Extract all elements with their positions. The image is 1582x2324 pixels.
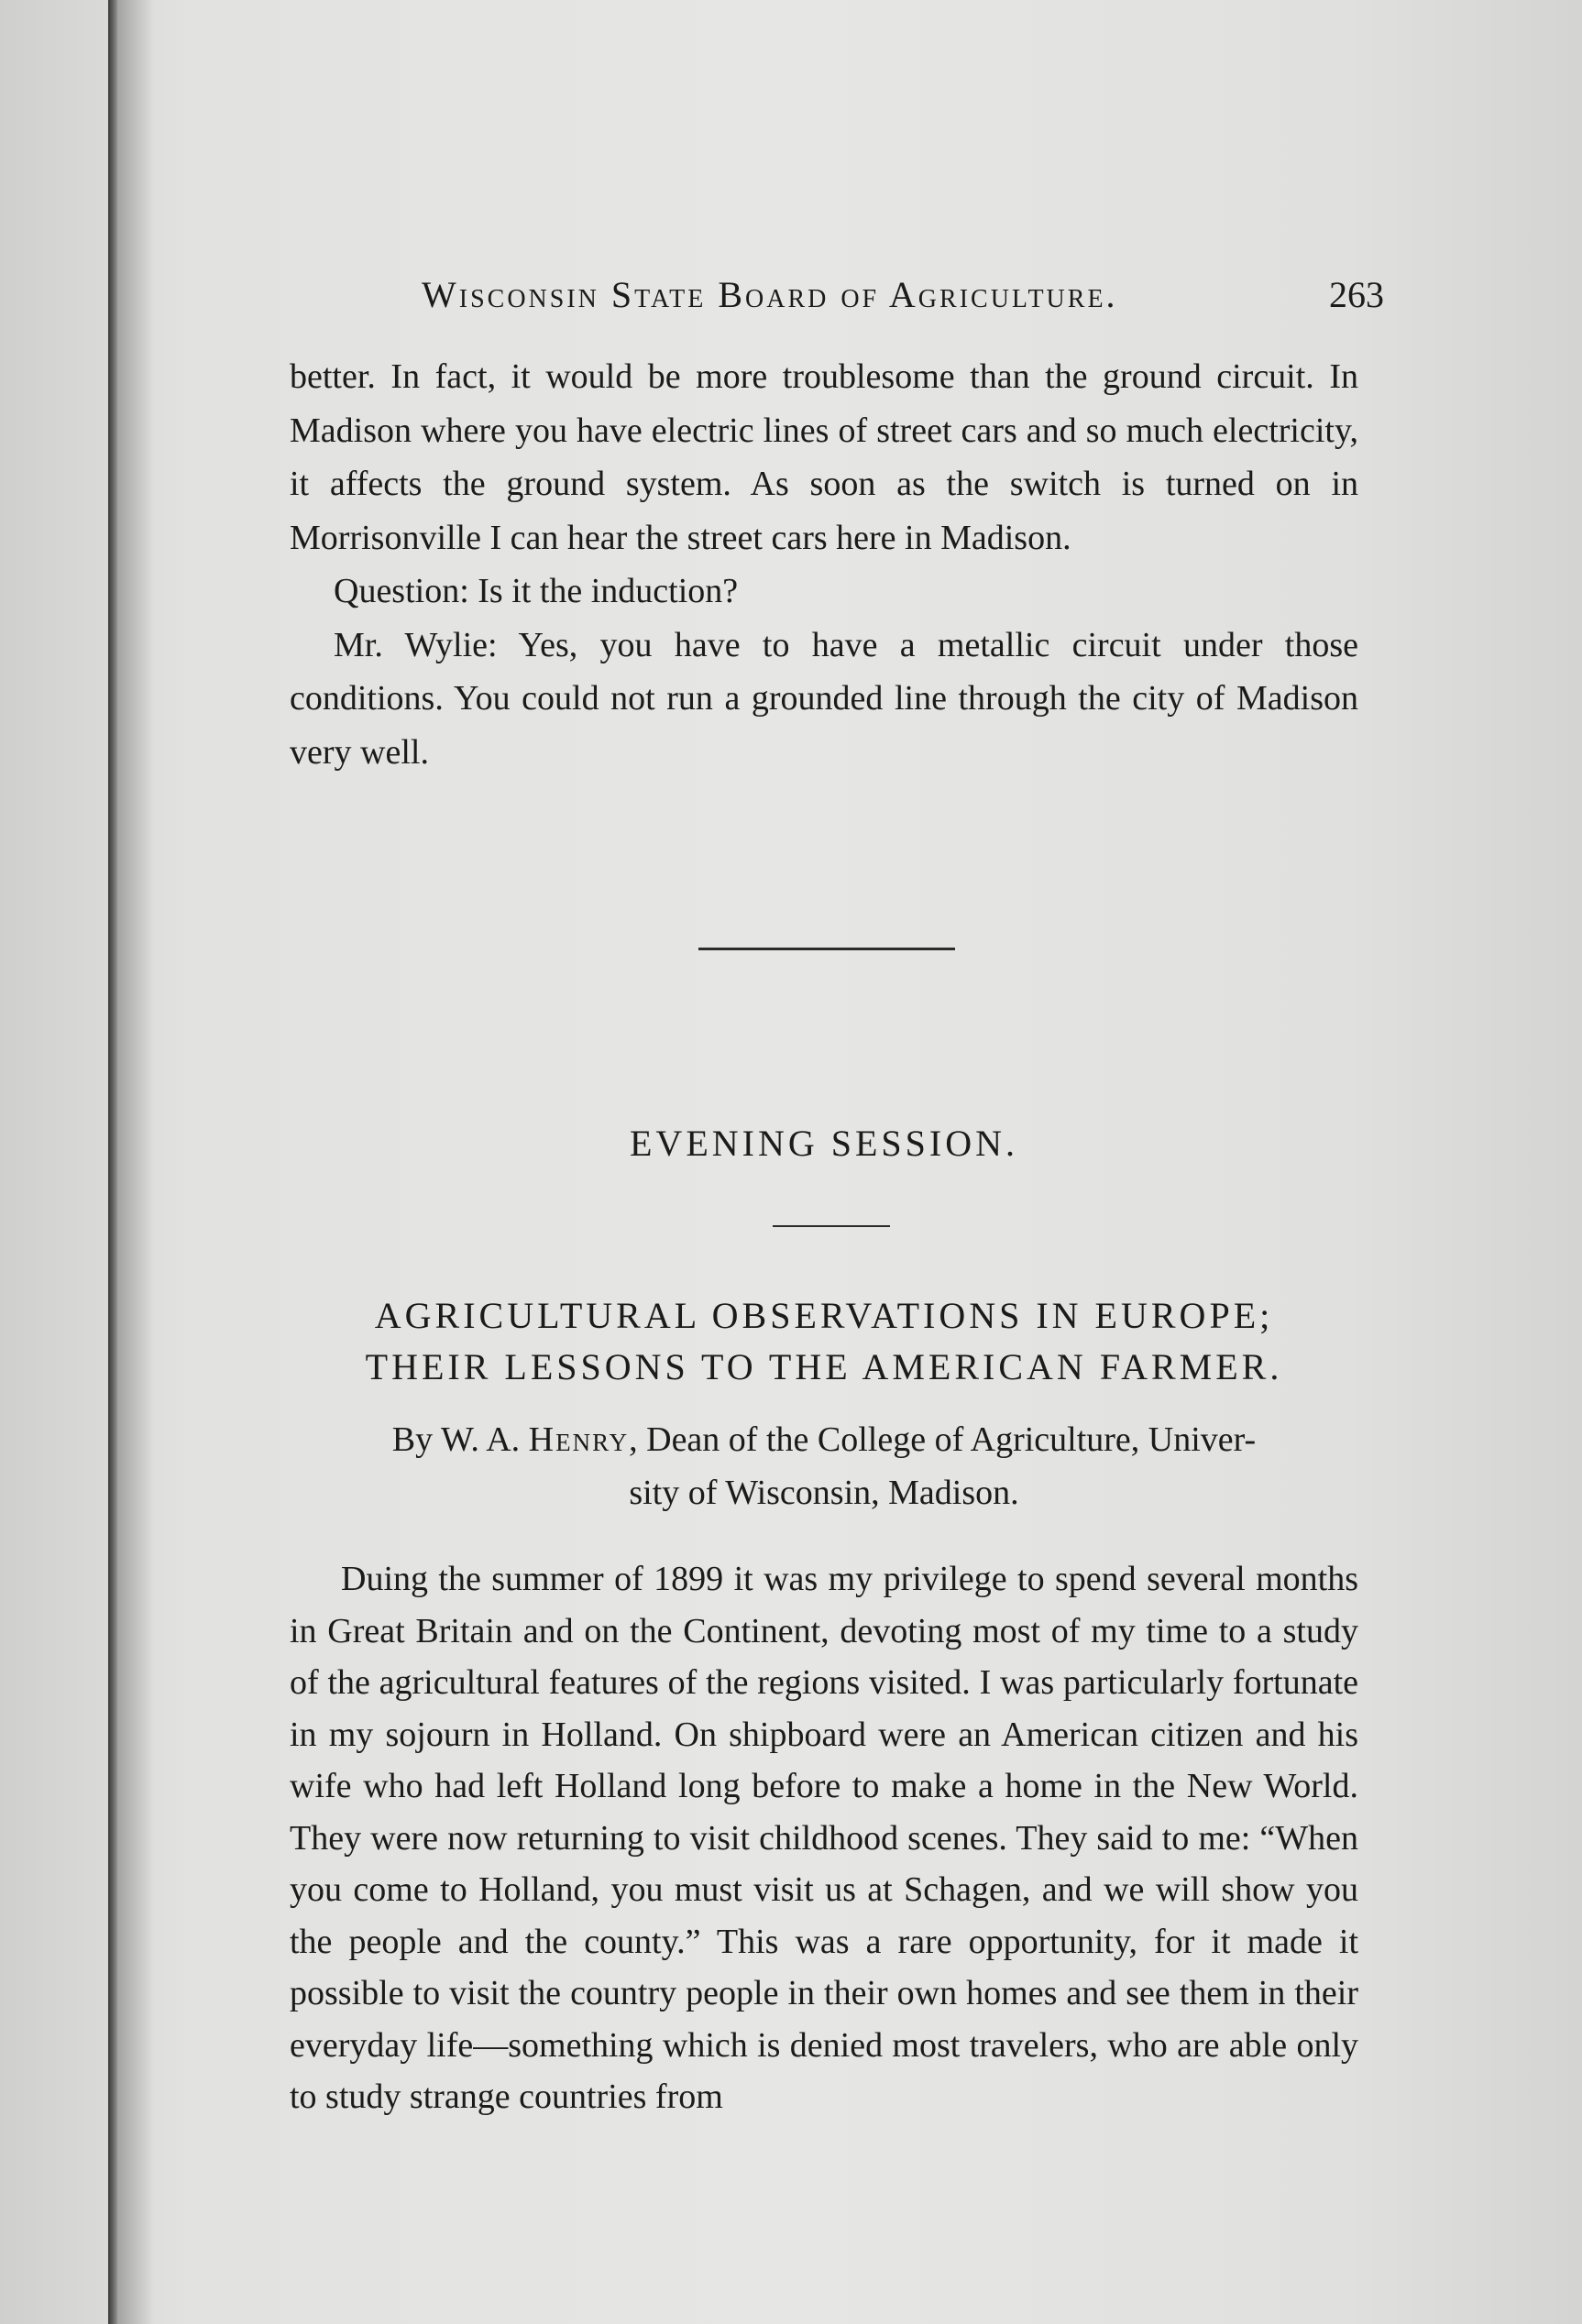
byline-affiliation-2: sity of Wisconsin, Madison. [629, 1474, 1019, 1512]
running-head-title: Wisconsin State Board of Agriculture. [422, 274, 1118, 315]
binding-shadow [117, 0, 154, 2324]
session-heading: EVENING SESSION. [630, 1123, 1018, 1164]
question-paragraph: Question: Is it the induction? [334, 572, 739, 610]
section-divider-rule [698, 948, 955, 950]
byline-line-1 [290, 1413, 1358, 1466]
article-title-line-1: AGRICULTURAL OBSERVATIONS IN EUROPE; [374, 1295, 1274, 1336]
byline-affiliation-1: , Dean of the College of Agriculture, Univer- [629, 1420, 1257, 1459]
continued-paragraph: better. In fact, it would be more troublesome than the ground circuit. In Madison where you have electric lines of street cars and so much electricity, it affects the ground system. As soon as the switch is turned on in Morrisonville I can hear the street cars here in Madison. [290, 357, 1358, 557]
byline-prefix: By W. A. [391, 1420, 521, 1459]
byline [290, 1413, 1358, 1519]
heading-short-rule [773, 1225, 890, 1227]
continued-text-block [290, 350, 1358, 779]
article-body-paragraph: Duing the summer of 1899 it was my privilege to spend several months in Great Britain and on the Continent, devoting most of my time to a study of the agricultural features of the regions visited. I was particularly fortunate in my sojourn in Holland. On shipboard were an American citizen and his wife who had left Holland long before to make a home in the New World. They were now returning to visit childhood scenes. They said to me: “When you come to Holland, you must visit us at Schagen, and we will show you the people and the county.” This was a rare opportunity, for it made it possible to visit the country people in their own homes and see them in their everyday life—something which is denied most travelers, who are able only to study strange countries from [290, 1560, 1358, 2116]
running-head [394, 273, 1384, 319]
article-title-line-2: THEIR LESSONS TO THE AMERICAN FARMER. [365, 1346, 1283, 1387]
byline-author: Henry [528, 1420, 630, 1459]
page-number: 263 [1329, 274, 1384, 315]
article-title [290, 1290, 1358, 1393]
binding-edge [108, 0, 117, 2324]
answer-paragraph: Mr. Wylie: Yes, you have to have a metallic circuit under those conditions. You could not run a grounded line through the city of Madison very well. [290, 625, 1358, 772]
